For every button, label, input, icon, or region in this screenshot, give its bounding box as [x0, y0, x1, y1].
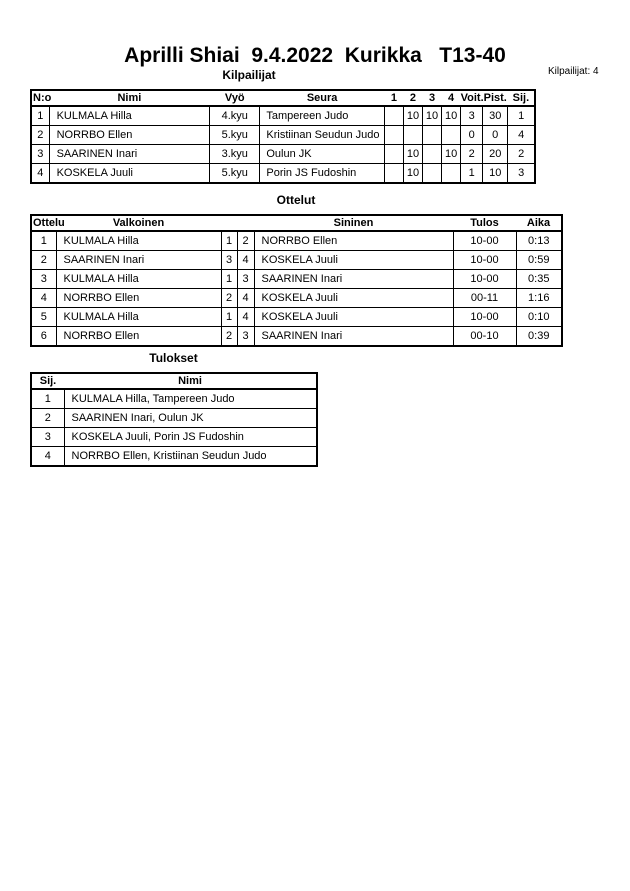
col-sij: Sij.	[31, 373, 64, 389]
section-title-tulokset: Tulokset	[149, 351, 198, 365]
no-cell: 2	[31, 126, 49, 145]
col-nimi: Nimi	[49, 90, 210, 106]
result-vs2-cell: 10	[403, 145, 422, 164]
competitor-row	[31, 145, 535, 164]
col-ottelu: Ottelu	[33, 217, 65, 229]
col-tulos: Tulos	[453, 215, 516, 231]
white-name-cell: NORRBO Ellen	[56, 327, 221, 347]
match-no-cell: 6	[31, 327, 56, 347]
standing-row	[31, 447, 317, 467]
ottelut-header-row	[31, 215, 562, 231]
col-valkoinen: Valkoinen	[56, 215, 221, 231]
col-seura: Seura	[260, 90, 384, 106]
result-vs4-cell	[442, 164, 461, 184]
kilpailijat-header-row	[31, 90, 535, 106]
blue-no-cell: 4	[237, 308, 254, 327]
score-cell: 10-00	[453, 231, 516, 251]
result-vs1-cell	[384, 106, 403, 126]
time-cell: 0:13	[516, 231, 562, 251]
blue-no-cell: 4	[237, 289, 254, 308]
match-row	[31, 308, 562, 327]
name-club-cell: KOSKELA Juuli, Porin JS Fudoshin	[64, 428, 317, 447]
col-sij: Sij.	[508, 90, 535, 106]
score-cell: 10-00	[453, 251, 516, 270]
white-name-cell: NORRBO Ellen	[56, 289, 221, 308]
col-white-no	[221, 215, 237, 231]
match-row	[31, 289, 562, 308]
points-cell: 20	[483, 145, 508, 164]
match-row	[31, 327, 562, 347]
white-no-cell: 2	[221, 289, 237, 308]
points-cell: 0	[483, 126, 508, 145]
white-name-cell: KULMALA Hilla	[56, 270, 221, 289]
score-cell: 00-10	[453, 327, 516, 347]
match-no-cell: 4	[31, 289, 56, 308]
blue-name-cell: KOSKELA Juuli	[254, 289, 453, 308]
white-no-cell: 1	[221, 270, 237, 289]
standing-row	[31, 428, 317, 447]
name-club-cell: NORRBO Ellen, Kristiinan Seudun Judo	[64, 447, 317, 467]
no-cell: 4	[31, 164, 49, 184]
result-vs3-cell	[422, 126, 441, 145]
match-no-cell: 1	[31, 231, 56, 251]
club-cell: Oulun JK	[260, 145, 384, 164]
wins-cell: 2	[461, 145, 483, 164]
white-name-cell: KULMALA Hilla	[56, 231, 221, 251]
ottelut-table	[30, 214, 563, 347]
club-cell: Porin JS Fudoshin	[260, 164, 384, 184]
match-row	[31, 270, 562, 289]
col-opp1: 1	[384, 90, 403, 106]
result-vs1-cell	[384, 164, 403, 184]
col-vyo: Vyö	[210, 90, 260, 106]
section-title-kilpailijat: Kilpailijat	[222, 68, 276, 82]
result-vs4-cell	[442, 126, 461, 145]
name-club-cell: SAARINEN Inari, Oulun JK	[64, 409, 317, 428]
name-cell: KOSKELA Juuli	[49, 164, 210, 184]
result-vs1-cell	[384, 145, 403, 164]
col-pist: Pist.	[483, 92, 507, 104]
section-title-ottelut: Ottelut	[276, 193, 316, 207]
col-voit: Voit.	[460, 92, 484, 104]
kilpailijat-table	[30, 89, 536, 184]
match-row	[31, 251, 562, 270]
blue-name-cell: KOSKELA Juuli	[254, 251, 453, 270]
name-cell: NORRBO Ellen	[49, 126, 210, 145]
match-no-cell: 2	[31, 251, 56, 270]
standing-row	[31, 389, 317, 409]
tulokset-header-row	[31, 373, 317, 389]
name-club-cell: KULMALA Hilla, Tampereen Judo	[64, 389, 317, 409]
result-vs3-cell	[422, 145, 441, 164]
white-name-cell: SAARINEN Inari	[56, 251, 221, 270]
blue-name-cell: NORRBO Ellen	[254, 231, 453, 251]
col-no: N:o	[33, 92, 52, 104]
belt-cell: 3.kyu	[210, 145, 260, 164]
belt-cell: 5.kyu	[210, 126, 260, 145]
time-cell: 0:59	[516, 251, 562, 270]
place-cell: 3	[31, 428, 64, 447]
result-vs3-cell: 10	[422, 106, 441, 126]
score-cell: 10-00	[453, 308, 516, 327]
club-cell: Kristiinan Seudun Judo	[260, 126, 384, 145]
place-cell: 4	[31, 447, 64, 467]
white-name-cell: KULMALA Hilla	[56, 308, 221, 327]
col-blue-no	[237, 215, 254, 231]
blue-no-cell: 2	[237, 231, 254, 251]
place-cell: 1	[508, 106, 535, 126]
belt-cell: 5.kyu	[210, 164, 260, 184]
wins-cell: 1	[461, 164, 483, 184]
wins-cell: 3	[461, 106, 483, 126]
belt-cell: 4.kyu	[210, 106, 260, 126]
competitor-row	[31, 106, 535, 126]
result-vs2-cell	[403, 126, 422, 145]
match-row	[31, 231, 562, 251]
white-no-cell: 1	[221, 231, 237, 251]
competitor-row	[31, 126, 535, 145]
name-cell: SAARINEN Inari	[49, 145, 210, 164]
blue-name-cell: KOSKELA Juuli	[254, 308, 453, 327]
result-vs2-cell: 10	[403, 164, 422, 184]
col-sininen: Sininen	[254, 215, 453, 231]
col-opp4: 4	[442, 90, 461, 106]
name-cell: KULMALA Hilla	[49, 106, 210, 126]
time-cell: 0:35	[516, 270, 562, 289]
result-vs4-cell: 10	[442, 145, 461, 164]
event-title: Aprilli Shiai 9.4.2022 Kurikka T13-40	[124, 44, 506, 67]
competitor-row	[31, 164, 535, 184]
place-cell: 4	[508, 126, 535, 145]
time-cell: 1:16	[516, 289, 562, 308]
score-cell: 10-00	[453, 270, 516, 289]
white-no-cell: 2	[221, 327, 237, 347]
place-cell: 1	[31, 389, 64, 409]
place-cell: 2	[508, 145, 535, 164]
club-cell: Tampereen Judo	[260, 106, 384, 126]
blue-no-cell: 4	[237, 251, 254, 270]
col-nimi: Nimi	[64, 373, 317, 389]
place-cell: 3	[508, 164, 535, 184]
col-opp3: 3	[422, 90, 441, 106]
score-cell: 00-11	[453, 289, 516, 308]
points-cell: 30	[483, 106, 508, 126]
no-cell: 3	[31, 145, 49, 164]
result-vs1-cell	[384, 126, 403, 145]
white-no-cell: 3	[221, 251, 237, 270]
match-no-cell: 3	[31, 270, 56, 289]
result-vs2-cell: 10	[403, 106, 422, 126]
white-no-cell: 1	[221, 308, 237, 327]
tulokset-table	[30, 372, 318, 467]
competitors-count: Kilpailijat: 4	[548, 66, 599, 77]
points-cell: 10	[483, 164, 508, 184]
standing-row	[31, 409, 317, 428]
result-vs4-cell: 10	[442, 106, 461, 126]
wins-cell: 0	[461, 126, 483, 145]
blue-no-cell: 3	[237, 327, 254, 347]
no-cell: 1	[31, 106, 49, 126]
col-aika: Aika	[516, 215, 562, 231]
col-opp2: 2	[403, 90, 422, 106]
result-vs3-cell	[422, 164, 441, 184]
blue-name-cell: SAARINEN Inari	[254, 327, 453, 347]
blue-name-cell: SAARINEN Inari	[254, 270, 453, 289]
blue-no-cell: 3	[237, 270, 254, 289]
place-cell: 2	[31, 409, 64, 428]
time-cell: 0:39	[516, 327, 562, 347]
time-cell: 0:10	[516, 308, 562, 327]
match-no-cell: 5	[31, 308, 56, 327]
